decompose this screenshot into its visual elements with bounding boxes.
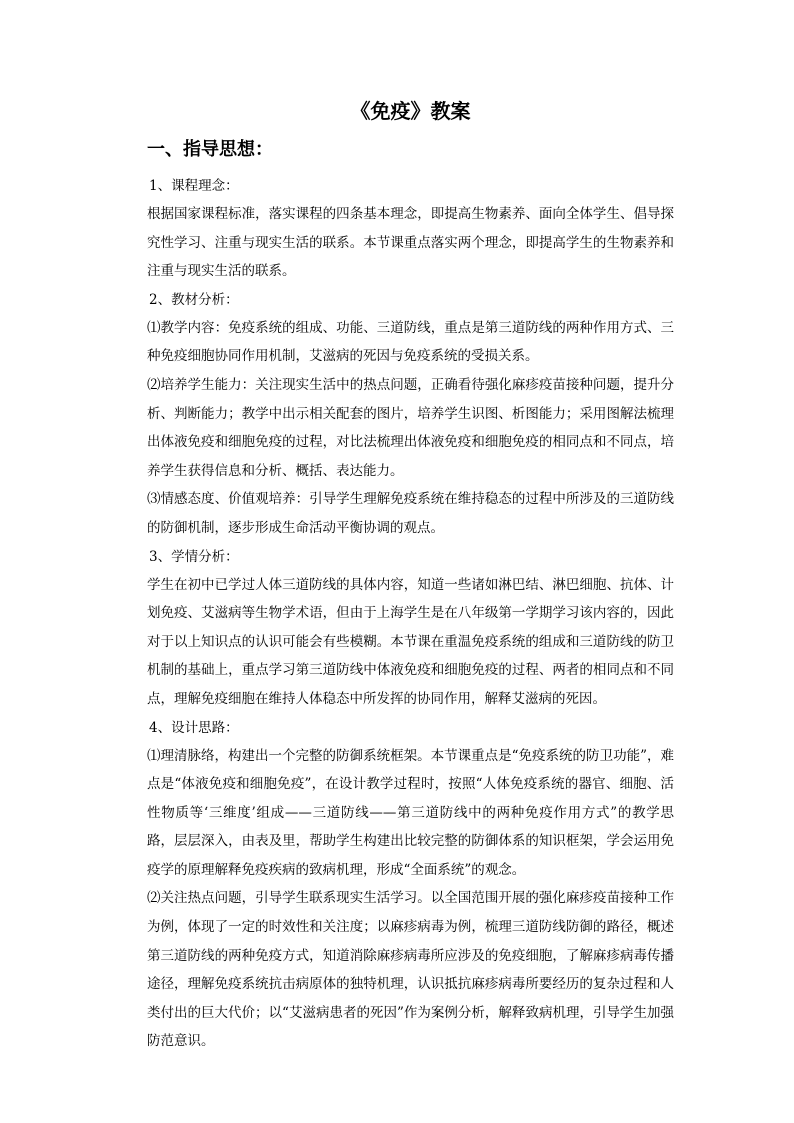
subheading-design-ideas: 4、设计思路： <box>149 719 239 736</box>
subheading-learner-analysis: 3、学情分析： <box>149 548 239 565</box>
paragraph-teaching-content: ⑴教学内容：免疫系统的组成、功能、三道防线，重点是第三道防线的两种作用方式、三种免疫细胞协同作用机制，艾滋病的死因与免疫系统的受损关系。 <box>147 319 674 365</box>
section-heading-guiding-ideology: 一、指导思想： <box>147 139 273 160</box>
document-title: 《免疫》教案 <box>350 99 471 123</box>
section-content <box>147 172 674 1056</box>
subheading-course-concept: 1、课程理念： <box>149 178 239 194</box>
document-page <box>147 96 674 1056</box>
paragraph-course-concept: 根据国家课程标准，落实课程的四条基本理念，即提高生物素养、面向全体学生、倡导探究性学习、注重与现实生活的联系。本节课重点落实两个理念，即提高学生的生物素养和注重与现实生活的联系。 <box>147 206 674 280</box>
paragraph-learner-analysis: 学生在初中已学过人体三道防线的具体内容，知道一些诸如淋巴结、淋巴细胞、抗体、计划免疫、艾滋病等生物学术语，但由于上海学生是在八年级第一学期学习该内容的，因此对于以上知识点的认识可能会有些模糊。本节课在重温免疫系统的组成和三道防线的防卫机制的基础上，重点学习第三道防线中体液免疫和细胞免疫的过程、两者的相同点和不同点，理解免疫细胞在维持人体稳态中所发挥的协同作用，解释艾滋病的死因。 <box>147 576 674 707</box>
paragraph-emotional-attitude: ⑶情感态度、价值观培养：引导学生理解免疫系统在维持稳态的过程中所涉及的三道防线的防御机制，逐步形成生命活动平衡协调的观点。 <box>147 491 674 536</box>
paragraph-framework: ⑴理清脉络，构建出一个完整的防御系统框架。本节课重点是“免疫系统的防卫功能”，难点是“体液免疫和细胞免疫”，在设计教学过程时，按照“人体免疫系统的器官、细胞、活性物质等‘三维度’组成——三道防线——第三道防线中的两种免疫作用方式”的教学思路，层层深入，由表及里，帮助学生构建出比较完整的防御体系的知识框架，学会运用免疫学的原理解释免疫疾病的致病机理，形成“全面系统”的观念。 <box>147 747 674 878</box>
paragraph-ability-training: ⑵培养学生能力：关注现实生活中的热点问题，正确看待强化麻疹疫苗接种问题，提升分析、判断能力；教学中出示相关配套的图片，培养学生识图、析图能力；采用图解法梳理出体液免疫和细胞免疫的过程，对比法梳理出体液免疫和细胞免疫的相同点和不同点，培养学生获得信息和分析、概括、表达能力。 <box>147 376 674 479</box>
paragraph-hot-topics: ⑵关注热点问题，引导学生联系现实生活学习。以全国范围开展的强化麻疹疫苗接种工作为例，体现了一定的时效性和关注度；以麻疹病毒为例，梳理三道防线防御的路径，概述第三道防线的两种免疫方式，知道消除麻疹病毒所应涉及的免疫细胞，了解麻疹病毒传播途径，理解免疫系统抗击病原体的独特机理，认识抵抗麻疹病毒所要经历的复杂过程和人类付出的巨大代价；以“艾滋病患者的死因”作为案例分析，解释致病机理，引导学生加强防范意识。 <box>147 890 674 1050</box>
subheading-textbook-analysis: 2、教材分析： <box>149 291 239 308</box>
